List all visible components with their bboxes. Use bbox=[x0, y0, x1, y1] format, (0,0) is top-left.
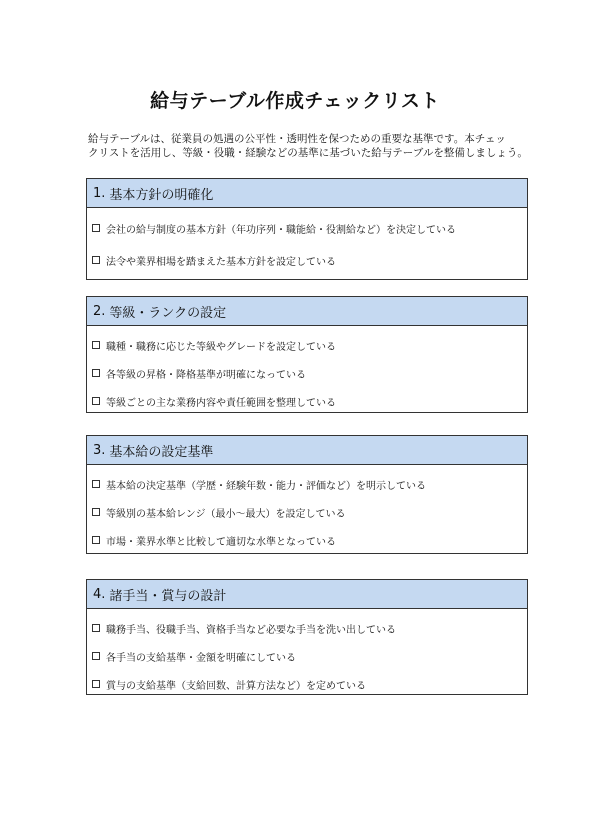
intro-line: クリストを活用し、等級・役職・経験などの基準に基づいた給与テーブルを整備しましょう。 bbox=[88, 147, 528, 159]
checklist-item[interactable] bbox=[87, 670, 527, 698]
section-number: 4. bbox=[93, 586, 106, 602]
checklist-item-label: 等級別の基本給レンジ（最小〜最大）を設定している bbox=[106, 508, 346, 520]
checklist-item-label: 基本給の決定基準（学歴・経験年数・能力・評価など）を明示している bbox=[106, 480, 426, 492]
section-title: 諸手当・賞与の設計 bbox=[109, 588, 227, 604]
checklist-item[interactable] bbox=[87, 526, 527, 554]
checkbox[interactable] bbox=[92, 369, 100, 377]
intro-text bbox=[88, 132, 528, 160]
checklist bbox=[87, 465, 527, 554]
checklist-item-label: 職務手当、役職手当、資格手当など必要な手当を洗い出している bbox=[106, 624, 396, 636]
checklist-item[interactable] bbox=[87, 212, 527, 244]
checklist bbox=[87, 208, 527, 276]
checklist-item-label: 賞与の支給基準（支給回数、計算方法など）を定めている bbox=[106, 680, 366, 692]
checklist-item-label: 法令や業界相場を踏まえた基本方針を設定している bbox=[106, 256, 336, 268]
section-grade-rank bbox=[86, 296, 528, 413]
checklist-item[interactable] bbox=[87, 359, 527, 387]
section-number: 3. bbox=[93, 442, 106, 458]
section-base-salary bbox=[86, 435, 528, 554]
section-title: 等級・ランクの設定 bbox=[109, 305, 227, 321]
checklist bbox=[87, 609, 527, 698]
checkbox[interactable] bbox=[92, 508, 100, 516]
checklist-item[interactable] bbox=[87, 331, 527, 359]
checklist-item-label: 各手当の支給基準・金額を明確にしている bbox=[106, 652, 296, 664]
checklist-item-label: 職種・職務に応じた等級やグレードを設定している bbox=[106, 341, 336, 353]
checkbox[interactable] bbox=[92, 224, 100, 232]
checklist bbox=[87, 326, 527, 415]
checkbox[interactable] bbox=[92, 624, 100, 632]
checklist-item[interactable] bbox=[87, 642, 527, 670]
checklist-item[interactable] bbox=[87, 614, 527, 642]
section-number: 1. bbox=[93, 185, 106, 201]
checkbox[interactable] bbox=[92, 652, 100, 660]
checklist-item[interactable] bbox=[87, 387, 527, 415]
section-basic-policy bbox=[86, 178, 528, 280]
page-title: 給与テーブル作成チェックリスト bbox=[150, 90, 440, 112]
checklist-item-label: 等級ごとの主な業務内容や責任範囲を整理している bbox=[106, 397, 336, 409]
section-header bbox=[87, 436, 527, 465]
section-allowances-bonus bbox=[86, 579, 528, 695]
checkbox[interactable] bbox=[92, 397, 100, 405]
checkbox[interactable] bbox=[92, 536, 100, 544]
section-number: 2. bbox=[93, 303, 106, 319]
section-header bbox=[87, 580, 527, 609]
checklist-item-label: 各等級の昇格・降格基準が明確になっている bbox=[106, 369, 306, 381]
section-title: 基本方針の明確化 bbox=[109, 187, 214, 203]
section-header bbox=[87, 297, 527, 326]
checkbox[interactable] bbox=[92, 480, 100, 488]
intro-line: 給与テーブルは、従業員の処遇の公平性・透明性を保つための重要な基準です。本チェッ bbox=[88, 133, 506, 145]
checklist-item-label: 会社の給与制度の基本方針（年功序列・職能給・役割給など）を決定している bbox=[106, 224, 456, 236]
section-title: 基本給の設定基準 bbox=[109, 444, 214, 460]
checkbox[interactable] bbox=[92, 341, 100, 349]
checklist-item[interactable] bbox=[87, 244, 527, 276]
checkbox[interactable] bbox=[92, 256, 100, 264]
checklist-item[interactable] bbox=[87, 470, 527, 498]
section-header bbox=[87, 179, 527, 208]
checklist-item[interactable] bbox=[87, 498, 527, 526]
checklist-item-label: 市場・業界水準と比較して適切な水準となっている bbox=[106, 536, 336, 548]
checkbox[interactable] bbox=[92, 680, 100, 688]
